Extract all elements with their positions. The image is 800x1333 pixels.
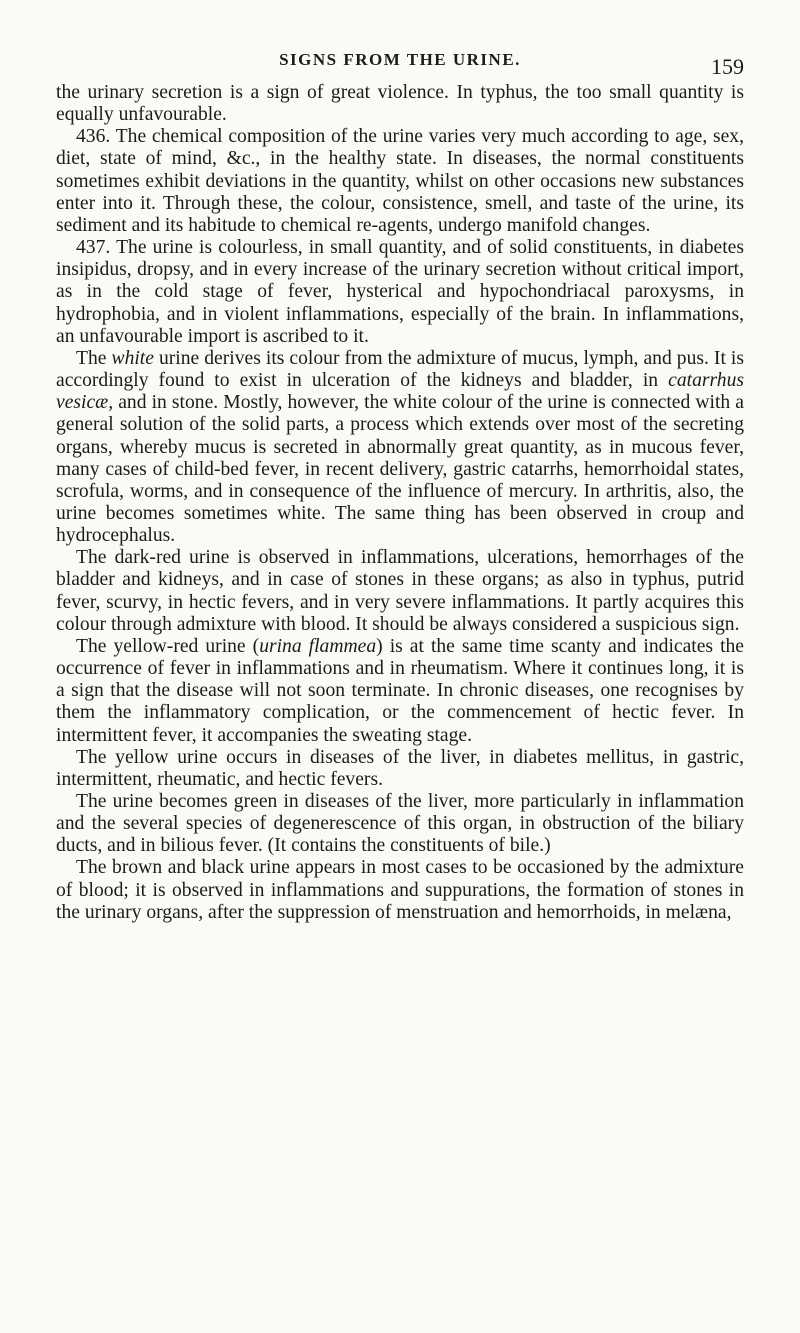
paragraph-437: 437. The urine is colourless, in small quantity, and of solid constituents, in diabetes insipidus, dropsy, and in every increase of the urinary secretion without critical import, as in the cold stage of fever, hysterical and hypochondriacal paroxysms, in hydrophobia, and in violent inflammations, especially of the brain. In inflammations, an unfavourable import is ascribed to it. — [56, 237, 744, 347]
emphasis-urina-flammea: urina flammea — [259, 635, 377, 657]
paragraph-continuation: the urinary secretion is a sign of great violence. In typhus, the too small quantity is equally unfavourable. — [56, 82, 744, 126]
paragraph-yellow-red-urine: The yellow-red urine (urina flammea) is at the same time scanty and indicates the occurrence of fever in inflammations and in rheumatism. Where it continues long, it is a sign that the disease will not soon terminate. In chronic diseases, one recognises by them the inflammatory complication, or the commencement of hectic fever. In intermittent fever, it accompanies the sweating stage. — [56, 635, 745, 746]
emphasis-white: white — [111, 347, 154, 369]
paragraph-white-urine: The white urine derives its colour from the admixture of mucus, lymph, and pus. It is accordingly found to exist in ulceration of the kidneys and bladder, in catarrhus vesicæ, and in stone. Mostly, however, the white colour of the urine is connected with a general solution of the solid parts, a process which extends over most of the secreting organs, whereby mucus is secreted in abnormally great quantity, as in mucous fever, many cases of child-bed fever, in recent delivery, gastric catarrhs, hemorrhoidal states, scrofula, worms, and in consequence of the influence of mercury. In arthritis, also, the urine becomes sometimes white. The same thing has been observed in croup and hydrocephalus. — [56, 347, 744, 547]
paragraph-green-urine: The urine becomes green in diseases of the liver, more particularly in inflammation and the several species of degenerescence of this organ, in obstruction of the biliary ducts, and in bilious fever. (It contains the constituents of bile.) — [56, 791, 744, 857]
running-title: SIGNS FROM THE URINE. — [279, 50, 521, 69]
paragraph-dark-red-urine: The dark-red urine is observed in inflammations, ulcerations, hemorrhages of the bladder and kidneys, and in case of stones in these organs; as also in typhus, putrid fever, scurvy, in hectic fevers, and in very severe inflammations. It partly acquires this colour through admixture with blood. It should be always considered a suspicious sign. — [56, 547, 744, 635]
running-head — [56, 50, 744, 80]
body-text — [56, 82, 744, 924]
paragraph-brown-black-urine: The brown and black urine appears in most cases to be occasioned by the admixture of blood; it is observed in inflammations and suppurations, the formation of stones in the urinary organs, after the suppression of menstruation and hemorrhoids, in melæna, — [56, 857, 744, 923]
emphasis-catarrhus-vesicae: catarrhus vesicæ, — [56, 370, 744, 414]
page-number: 159 — [711, 54, 744, 79]
paragraph-yellow-urine: The yellow urine occurs in diseases of the liver, in diabetes mellitus, in gastric, intermittent, rheumatic, and hectic fevers. — [56, 746, 744, 790]
paragraph-436: 436. The chemical composition of the urine varies very much according to age, sex, diet, state of mind, &c., in the healthy state. In diseases, the normal constituents sometimes exhibit deviations in the quantity, whilst on other occasions new substances enter into it. Through these, the colour, consistence, smell, and taste of the urine, its sediment and its habitude to chemical re-agents, undergo manifold changes. — [56, 126, 744, 236]
